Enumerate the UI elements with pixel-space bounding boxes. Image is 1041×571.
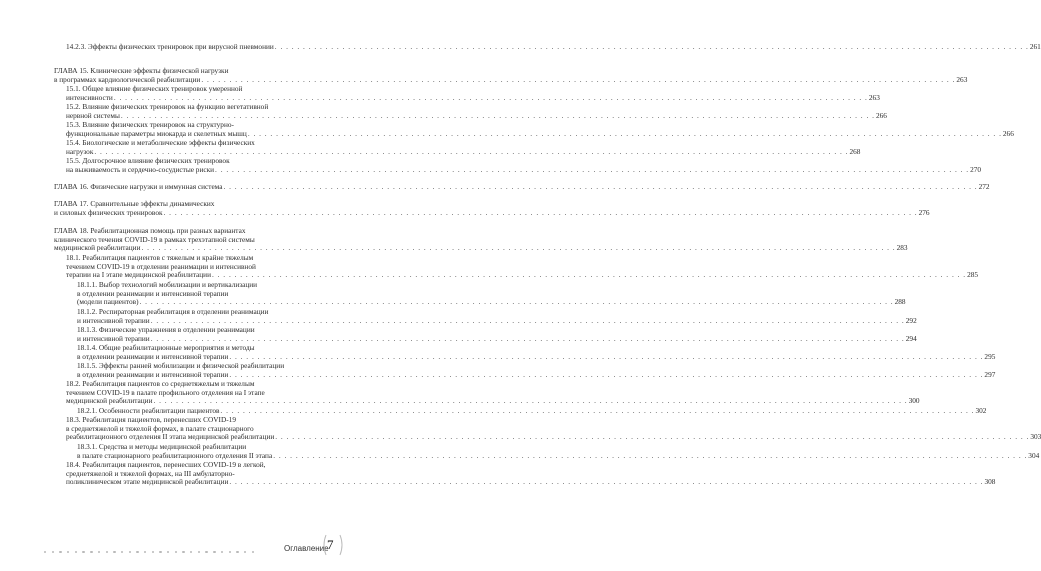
toc-entry-title: 18.2.1. Особенности реабилитации пациентов bbox=[77, 406, 220, 415]
toc-entry bbox=[77, 325, 917, 343]
toc-entry bbox=[66, 379, 920, 406]
toc-line: течением COVID-19 в палате профильного отделения на I этапе bbox=[66, 387, 265, 397]
toc-entry-title: функциональные параметры миокарда и скелетных мышц bbox=[66, 128, 247, 138]
toc-entry bbox=[66, 84, 880, 102]
toc-page-number: 285 bbox=[967, 270, 979, 280]
toc-entry-title: медицинской реабилитации bbox=[66, 396, 153, 406]
toc-entry-title: в отделении реанимации и интенсивной терапии bbox=[77, 369, 229, 379]
toc-page-number: 283 bbox=[896, 243, 908, 253]
page-number: 7 bbox=[327, 537, 334, 552]
toc-line: клинического течения COVID-19 в рамках трехэтапной системы bbox=[54, 234, 255, 244]
toc-page-number: 261 bbox=[1029, 42, 1041, 51]
toc-entry bbox=[66, 415, 1041, 442]
toc-entry bbox=[66, 42, 1041, 52]
toc-entry bbox=[77, 343, 996, 361]
toc-entry-title: в отделении реанимации и интенсивной терапии bbox=[77, 351, 229, 361]
leader-dots bbox=[275, 43, 1029, 52]
toc-entry bbox=[66, 156, 982, 174]
toc-line: 18.4. Реабилитация пациентов, перенесших COVID-19 в легкой, bbox=[66, 460, 266, 469]
toc-line: 18.2. Реабилитация пациентов со среднетяжелым и тяжелым bbox=[66, 379, 255, 388]
toc-line: 18.1.5. Эффекты ранней мобилизации и физической реабилитации bbox=[77, 361, 285, 370]
leader-dots bbox=[229, 371, 983, 380]
running-head: Оглавление bbox=[284, 544, 329, 553]
toc-line: среднетяжелой и тяжелой формах, на III амбулаторно- bbox=[66, 468, 235, 478]
toc-line: 18.1. Реабилитация пациентов с тяжелым и крайне тяжелым bbox=[66, 253, 254, 262]
leader-dots bbox=[275, 433, 1029, 442]
toc-entry-title: интенсивности bbox=[66, 92, 113, 102]
toc-page-number: 303 bbox=[1030, 432, 1041, 442]
toc-entry-title: 18.3.1. Средства и методы медицинской реабилитации bbox=[77, 442, 247, 451]
toc-entry bbox=[77, 307, 917, 325]
toc-line: 18.3. Реабилитация пациентов, перенесших COVID-19 bbox=[66, 415, 236, 424]
toc-line: течением COVID-19 в отделении реанимации и интенсивной bbox=[66, 261, 256, 271]
toc-entry-title: реабилитационного отделения II этапа медицинской реабилитации bbox=[66, 432, 275, 442]
toc-page-number: 266 bbox=[1002, 128, 1014, 138]
leader-dots bbox=[164, 209, 918, 218]
decorative-dot-rule bbox=[44, 551, 262, 555]
toc-chapter bbox=[54, 182, 990, 192]
toc-entry bbox=[66, 120, 1014, 138]
toc-entry-title: поликлиническом этапе медицинской реабилитации bbox=[66, 477, 229, 487]
toc-line: 15.2. Влияние физических тренировок на функцию вегетативной bbox=[66, 102, 269, 111]
leader-dots bbox=[215, 166, 969, 175]
toc-chapter bbox=[54, 199, 930, 217]
toc-page-number: 308 bbox=[984, 477, 996, 487]
leader-dots bbox=[212, 271, 966, 280]
toc-entry bbox=[77, 361, 996, 379]
leader-dots bbox=[151, 335, 905, 344]
toc-entry-title: медицинской реабилитации bbox=[54, 243, 141, 253]
toc-entry-title: на выживаемость и сердечно-сосудистые риски bbox=[66, 164, 215, 174]
toc-line: в среднетяжелой и тяжелой формах, в палате стационарного bbox=[66, 423, 254, 433]
toc-page-number: 292 bbox=[905, 315, 917, 325]
leader-dots bbox=[220, 407, 974, 416]
leader-dots bbox=[151, 317, 905, 326]
toc-entry bbox=[66, 102, 887, 120]
toc-entry bbox=[66, 138, 861, 156]
toc-line: ГЛАВА 18. Реабилитационная помощь при разных вариантах bbox=[54, 226, 246, 235]
toc-line: ГЛАВА 17. Сравнительные эффекты динамических bbox=[54, 199, 215, 208]
toc-page-number: 295 bbox=[984, 351, 996, 361]
leader-dots bbox=[229, 478, 983, 487]
toc-entry-title: 14.2.3. Эффекты физических тренировок при вирусной пневмонии bbox=[66, 42, 274, 51]
toc-entry bbox=[66, 460, 996, 487]
toc-entry bbox=[77, 280, 906, 307]
toc-line: 18.1.2. Респираторная реабилитация в отделении реанимации bbox=[77, 307, 269, 316]
leader-dots bbox=[201, 76, 955, 85]
toc-line: в отделении реанимации и интенсивной терапии bbox=[77, 288, 229, 298]
leader-dots bbox=[142, 244, 896, 253]
toc-page-number: 270 bbox=[970, 164, 982, 174]
leader-dots bbox=[229, 353, 983, 362]
toc-line: 15.3. Влияние физических тренировок на структурно- bbox=[66, 120, 234, 129]
toc-page-number: 294 bbox=[905, 333, 917, 343]
leader-dots bbox=[140, 298, 894, 307]
toc-page-number: 297 bbox=[984, 369, 996, 379]
toc-page-number: 263 bbox=[868, 92, 880, 102]
toc-entry-title: в программах кардиологической реабилитации bbox=[54, 74, 201, 84]
toc-line: 15.1. Общее влияние физических тренировок умеренной bbox=[66, 84, 243, 93]
toc-page-number: 263 bbox=[956, 74, 968, 84]
toc-line: 18.1.3. Физические упражнения в отделении реанимации bbox=[77, 325, 255, 334]
toc-entry-title: и силовых физических тренировок bbox=[54, 207, 163, 217]
toc-line: ГЛАВА 15. Клинические эффекты физической нагрузки bbox=[54, 66, 229, 75]
toc-entry-title: нагрузок bbox=[66, 146, 94, 156]
toc-page-number: 300 bbox=[908, 396, 920, 406]
toc-page-number: 304 bbox=[1028, 451, 1040, 460]
toc-page-number: 268 bbox=[849, 146, 861, 156]
toc-page-number: 266 bbox=[875, 110, 887, 120]
toc-entry-title: нервной системы bbox=[66, 110, 120, 120]
toc-entry-title: ГЛАВА 16. Физические нагрузки и иммунная система bbox=[54, 182, 223, 191]
toc-entry-title: и интенсивной терапии bbox=[77, 333, 150, 343]
leader-dots bbox=[248, 130, 1002, 139]
toc-entry-title: и интенсивной терапии bbox=[77, 315, 150, 325]
toc-entry-title: в палате стационарного реабилитационного отделения II этапа bbox=[77, 451, 273, 460]
toc-line: 15.4. Биологические и метаболические эффекты физических bbox=[66, 138, 255, 147]
toc-entry bbox=[66, 253, 979, 280]
toc-chapter bbox=[54, 66, 968, 84]
toc-page-number: 302 bbox=[975, 406, 987, 415]
leader-dots bbox=[273, 452, 1027, 461]
toc-line: 18.1.4. Общие реабилитационные мероприятия и методы bbox=[77, 343, 255, 352]
leader-dots bbox=[154, 397, 908, 406]
leader-dots bbox=[224, 183, 978, 192]
toc-page-number: 288 bbox=[894, 297, 906, 307]
toc-page-number: 272 bbox=[978, 182, 990, 191]
toc-line: 15.5. Долгосрочное влияние физических тренировок bbox=[66, 156, 230, 165]
toc-entry-title: терапии на I этапе медицинской реабилитации bbox=[66, 270, 211, 280]
toc-line: 18.1.1. Выбор технологий мобилизации и вертикализации bbox=[77, 280, 258, 289]
toc-chapter bbox=[54, 226, 908, 253]
toc-page-number: 276 bbox=[918, 207, 930, 217]
toc-entry-title: (модели пациентов) bbox=[77, 297, 139, 307]
